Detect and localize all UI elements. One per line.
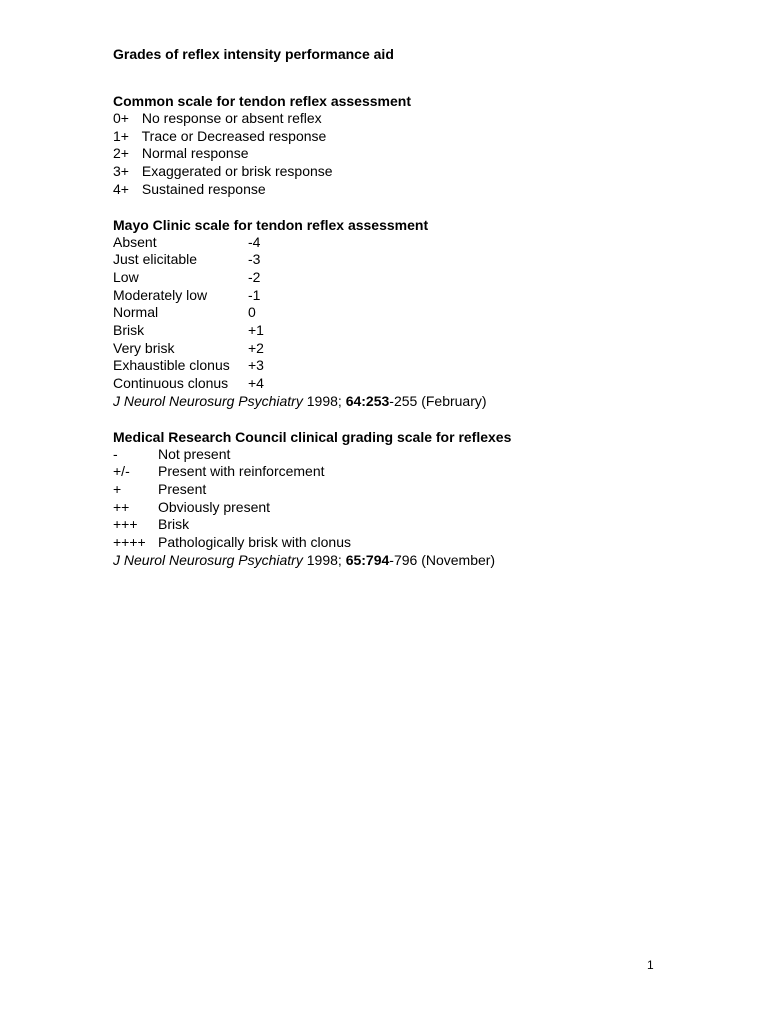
description-cell: Sustained response [141, 180, 266, 197]
grade-cell: 2+ [113, 145, 129, 162]
mrc-scale-row [113, 534, 733, 552]
label-cell: Very brisk [113, 339, 175, 356]
mrc-scale-row [113, 499, 733, 517]
common-scale-heading: Common scale for tendon reflex assessment [113, 93, 411, 109]
symbol-cell: - [113, 445, 118, 462]
symbol-cell: ++ [113, 498, 130, 515]
common-scale-row [113, 163, 733, 181]
common-scale-row [113, 145, 733, 163]
common-scale-section [113, 92, 733, 199]
mrc-scale-row [113, 516, 733, 534]
citation-journal: J Neurol Neurosurg Psychiatry [113, 392, 303, 409]
description-cell: Trace or Decreased response [141, 127, 327, 144]
citation-journal: J Neurol Neurosurg Psychiatry [113, 551, 303, 568]
grade-cell: 0+ [113, 110, 129, 126]
mayo-scale-row [113, 340, 733, 358]
mayo-citation [113, 393, 733, 411]
mrc-scale-heading: Medical Research Council clinical grading scale for reflexes [113, 428, 512, 445]
mrc-scale-row [113, 481, 733, 499]
common-scale-row [113, 128, 733, 146]
mrc-scale-section [113, 428, 733, 570]
mayo-scale-row [113, 322, 733, 340]
mrc-scale-row [113, 463, 733, 481]
grade-cell: 1+ [113, 127, 129, 144]
mrc-scale-row [113, 446, 733, 464]
grade-cell: 4+ [113, 180, 129, 197]
symbol-cell: ++++ [113, 534, 146, 551]
value-cell: -2 [248, 268, 261, 285]
label-cell: Moderately low [113, 286, 208, 303]
value-cell: 0 [248, 304, 256, 321]
citation-year: 1998; [302, 392, 346, 409]
value-cell: -4 [248, 233, 261, 250]
common-scale-row [113, 110, 733, 128]
value-cell: +2 [248, 339, 264, 356]
value-cell: -3 [248, 251, 261, 268]
page-title: Grades of reflex intensity performance aid [113, 46, 394, 62]
mayo-scale-row [113, 269, 733, 287]
description-cell: Brisk [158, 516, 190, 533]
label-cell: Low [113, 268, 139, 285]
citation-volume: 65:794 [345, 551, 390, 568]
description-cell: Exaggerated or brisk response [141, 163, 333, 180]
page-number: 1 [647, 958, 654, 972]
label-cell: Normal [113, 304, 159, 321]
description-cell: Present [158, 480, 207, 497]
label-cell: Absent [113, 233, 157, 250]
symbol-cell: +/- [113, 463, 130, 480]
value-cell: -1 [248, 286, 261, 303]
label-cell: Brisk [113, 322, 145, 339]
symbol-cell: +++ [113, 516, 138, 533]
description-cell: Not present [158, 445, 231, 462]
citation-rest: -796 (November) [389, 551, 496, 568]
mayo-scale-row [113, 375, 733, 393]
value-cell: +3 [248, 357, 264, 374]
description-cell: Obviously present [158, 498, 271, 515]
mayo-scale-heading: Mayo Clinic scale for tendon reflex assessment [113, 216, 429, 233]
mrc-citation [113, 552, 733, 570]
citation-year: 1998; [302, 551, 346, 568]
label-cell: Exhaustible clonus [113, 357, 230, 374]
grade-cell: 3+ [113, 163, 129, 180]
mayo-scale-row [113, 304, 733, 322]
citation-rest: -255 (February) [389, 392, 487, 409]
description-cell: Pathologically brisk with clonus [158, 534, 351, 551]
mayo-scale-row [113, 234, 733, 252]
symbol-cell: + [113, 480, 122, 497]
mayo-scale-row [113, 251, 733, 269]
document-page [113, 44, 733, 569]
mayo-scale-row [113, 287, 733, 305]
mayo-scale-section [113, 216, 733, 411]
value-cell: +4 [248, 375, 264, 392]
description-cell: Present with reinforcement [158, 463, 325, 480]
mayo-scale-row [113, 357, 733, 375]
common-scale-row [113, 181, 733, 199]
label-cell: Just elicitable [113, 251, 198, 268]
citation-volume: 64:253 [345, 392, 390, 409]
value-cell: +1 [248, 322, 264, 339]
description-cell: No response or absent reflex [141, 110, 322, 126]
description-cell: Normal response [141, 145, 249, 162]
label-cell: Continuous clonus [113, 375, 229, 392]
